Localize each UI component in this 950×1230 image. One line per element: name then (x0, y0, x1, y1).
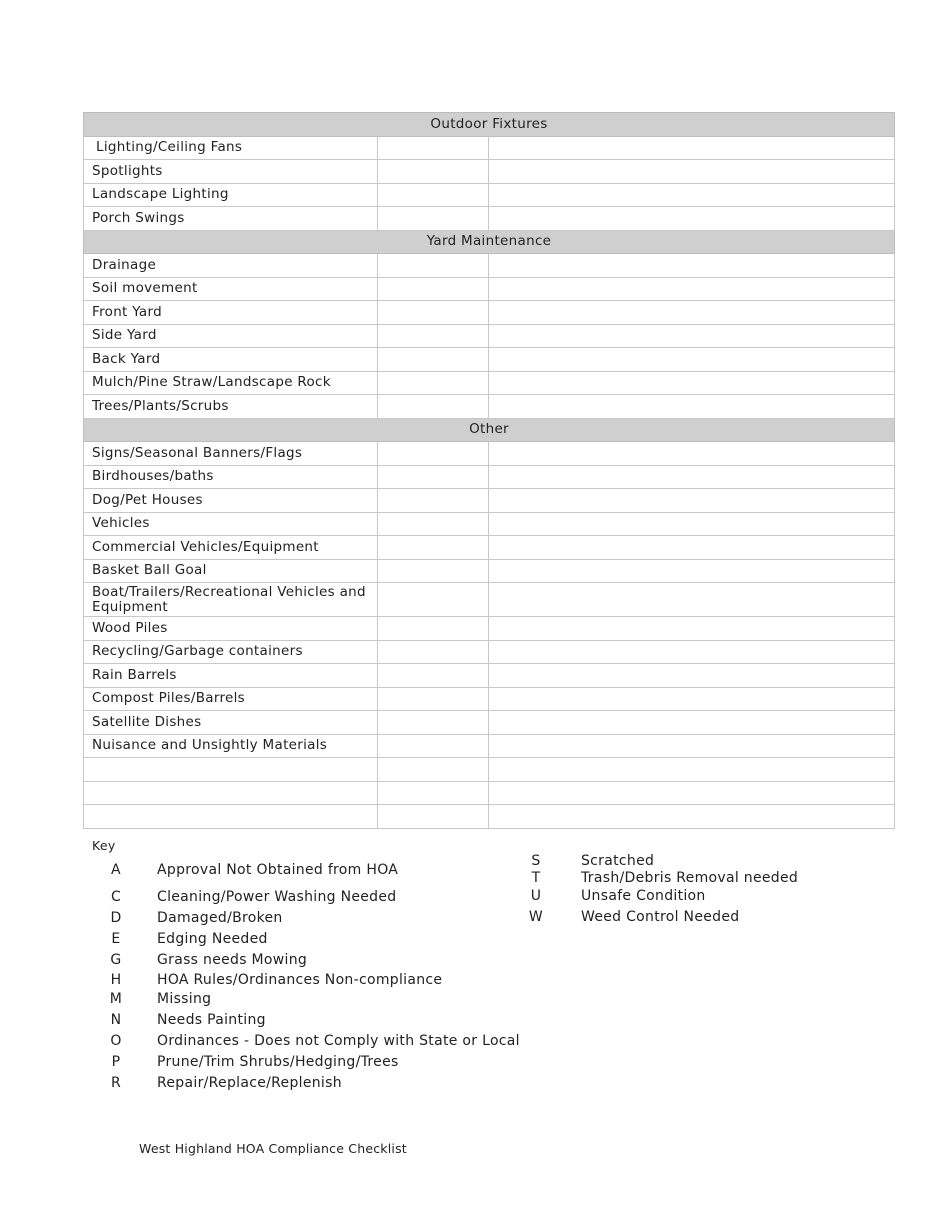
key-code: D (110, 910, 122, 926)
checklist-row (84, 301, 895, 325)
checklist-row (84, 277, 895, 301)
status-cell[interactable] (378, 489, 489, 513)
item-label: Spotlights (84, 160, 378, 184)
status-cell[interactable] (378, 711, 489, 735)
key-code: R (110, 1075, 122, 1091)
section-header-yard-maintenance (84, 230, 895, 254)
checklist-row (84, 664, 895, 688)
key-desc: Missing (157, 991, 212, 1007)
checklist-row (84, 442, 895, 466)
key-code: O (110, 1033, 122, 1049)
item-label: Mulch/Pine Straw/Landscape Rock (84, 371, 378, 395)
notes-cell[interactable] (489, 617, 895, 641)
checklist-row (84, 348, 895, 372)
notes-cell[interactable] (489, 277, 895, 301)
section-title: Outdoor Fixtures (84, 113, 895, 137)
blank-item-cell[interactable] (84, 758, 378, 782)
key-desc: Cleaning/Power Washing Needed (157, 889, 397, 905)
item-label: Dog/Pet Houses (84, 489, 378, 513)
key-desc: Approval Not Obtained from HOA (157, 862, 399, 878)
item-label: Recycling/Garbage containers (84, 640, 378, 664)
checklist-row (84, 489, 895, 513)
section-header-outdoor-fixtures (84, 113, 895, 137)
status-cell[interactable] (378, 442, 489, 466)
status-cell[interactable] (378, 136, 489, 160)
notes-cell[interactable] (489, 324, 895, 348)
notes-cell[interactable] (489, 734, 895, 758)
status-cell[interactable] (378, 254, 489, 278)
status-cell[interactable] (378, 395, 489, 419)
key-desc: Needs Painting (157, 1012, 266, 1028)
item-label: Signs/Seasonal Banners/Flags (84, 442, 378, 466)
checklist-row (84, 254, 895, 278)
key-desc: HOA Rules/Ordinances Non-compliance (157, 972, 443, 988)
notes-cell[interactable] (489, 781, 895, 805)
checklist-row (84, 207, 895, 231)
checklist-row (84, 136, 895, 160)
checklist-row (84, 183, 895, 207)
item-label: Basket Ball Goal (84, 559, 378, 583)
key-code: S (531, 853, 541, 869)
item-label: Commercial Vehicles/Equipment (84, 536, 378, 560)
notes-cell[interactable] (489, 805, 895, 829)
blank-row (84, 758, 895, 782)
key-code: H (110, 972, 122, 988)
key-code: W (528, 909, 544, 925)
status-cell[interactable] (378, 512, 489, 536)
key-desc: Damaged/Broken (157, 910, 283, 926)
key-desc: Unsafe Condition (581, 888, 706, 904)
blank-item-cell[interactable] (84, 781, 378, 805)
notes-cell[interactable] (489, 160, 895, 184)
notes-cell[interactable] (489, 758, 895, 782)
key-desc: Scratched (581, 853, 655, 869)
status-cell[interactable] (378, 301, 489, 325)
status-cell[interactable] (378, 465, 489, 489)
status-cell[interactable] (378, 277, 489, 301)
notes-cell[interactable] (489, 583, 895, 617)
status-cell[interactable] (378, 664, 489, 688)
status-cell[interactable] (378, 324, 489, 348)
status-cell[interactable] (378, 781, 489, 805)
key-code: U (530, 888, 542, 904)
notes-cell[interactable] (489, 536, 895, 560)
checklist-row (84, 371, 895, 395)
status-cell[interactable] (378, 758, 489, 782)
checklist-row (84, 536, 895, 560)
item-label: Rain Barrels (84, 664, 378, 688)
notes-cell[interactable] (489, 442, 895, 466)
section-header-other (84, 418, 895, 442)
key-code: A (111, 862, 121, 878)
section-title: Yard Maintenance (84, 230, 895, 254)
key-desc: Edging Needed (157, 931, 268, 947)
item-label: Nuisance and Unsightly Materials (84, 734, 378, 758)
status-cell[interactable] (378, 559, 489, 583)
key-code: C (110, 889, 122, 905)
item-label: Birdhouses/baths (84, 465, 378, 489)
notes-cell[interactable] (489, 183, 895, 207)
checklist-row (84, 583, 895, 617)
status-cell[interactable] (378, 183, 489, 207)
notes-cell[interactable] (489, 640, 895, 664)
status-cell[interactable] (378, 617, 489, 641)
checklist-row (84, 617, 895, 641)
status-cell[interactable] (378, 805, 489, 829)
notes-cell[interactable] (489, 711, 895, 735)
checklist-row (84, 734, 895, 758)
checklist-row (84, 465, 895, 489)
item-label: Lighting/Ceiling Fans (84, 136, 378, 160)
key-code: G (110, 952, 122, 968)
item-label: Trees/Plants/Scrubs (84, 395, 378, 419)
key-code: M (109, 991, 123, 1007)
notes-cell[interactable] (489, 512, 895, 536)
status-cell[interactable] (378, 160, 489, 184)
blank-item-cell[interactable] (84, 805, 378, 829)
item-label: Front Yard (84, 301, 378, 325)
blank-row (84, 781, 895, 805)
notes-cell[interactable] (489, 395, 895, 419)
notes-cell[interactable] (489, 207, 895, 231)
notes-cell[interactable] (489, 559, 895, 583)
notes-cell[interactable] (489, 489, 895, 513)
notes-cell[interactable] (489, 664, 895, 688)
item-label: Soil movement (84, 277, 378, 301)
key-desc: Grass needs Mowing (157, 952, 308, 968)
notes-cell[interactable] (489, 254, 895, 278)
status-cell[interactable] (378, 640, 489, 664)
blank-row (84, 805, 895, 829)
item-label: Drainage (84, 254, 378, 278)
key-desc: Prune/Trim Shrubs/Hedging/Trees (157, 1054, 399, 1070)
item-label: Wood Piles (84, 617, 378, 641)
key-desc: Ordinances - Does not Comply with State or Local (157, 1033, 520, 1049)
notes-cell[interactable] (489, 301, 895, 325)
document-footer: West Highland HOA Compliance Checklist (139, 1141, 407, 1156)
key-desc: Weed Control Needed (581, 909, 740, 925)
key-code: E (111, 931, 121, 947)
checklist-table (83, 112, 895, 829)
checklist-row (84, 687, 895, 711)
item-label: Porch Swings (84, 207, 378, 231)
item-label: Boat/Trailers/Recreational Vehicles and Equipment (84, 583, 378, 617)
checklist-row (84, 395, 895, 419)
checklist-sheet (83, 112, 894, 829)
status-cell[interactable] (378, 687, 489, 711)
checklist-row (84, 711, 895, 735)
status-cell[interactable] (378, 734, 489, 758)
item-label: Satellite Dishes (84, 711, 378, 735)
checklist-row (84, 512, 895, 536)
notes-cell[interactable] (489, 136, 895, 160)
key-desc: Repair/Replace/Replenish (157, 1075, 342, 1091)
key-code: T (531, 870, 541, 886)
notes-cell[interactable] (489, 348, 895, 372)
status-cell[interactable] (378, 371, 489, 395)
notes-cell[interactable] (489, 465, 895, 489)
notes-cell[interactable] (489, 687, 895, 711)
checklist-row (84, 324, 895, 348)
key-desc: Trash/Debris Removal needed (581, 870, 799, 886)
section-title: Other (84, 418, 895, 442)
status-cell[interactable] (378, 583, 489, 617)
status-cell[interactable] (378, 348, 489, 372)
item-label: Vehicles (84, 512, 378, 536)
checklist-row (84, 559, 895, 583)
key-title: Key (92, 838, 116, 853)
notes-cell[interactable] (489, 371, 895, 395)
item-label: Compost Piles/Barrels (84, 687, 378, 711)
key-code: P (111, 1054, 121, 1070)
status-cell[interactable] (378, 536, 489, 560)
key-code: N (110, 1012, 122, 1028)
status-cell[interactable] (378, 207, 489, 231)
item-label: Landscape Lighting (84, 183, 378, 207)
checklist-row (84, 640, 895, 664)
item-label: Side Yard (84, 324, 378, 348)
checklist-row (84, 160, 895, 184)
item-label: Back Yard (84, 348, 378, 372)
